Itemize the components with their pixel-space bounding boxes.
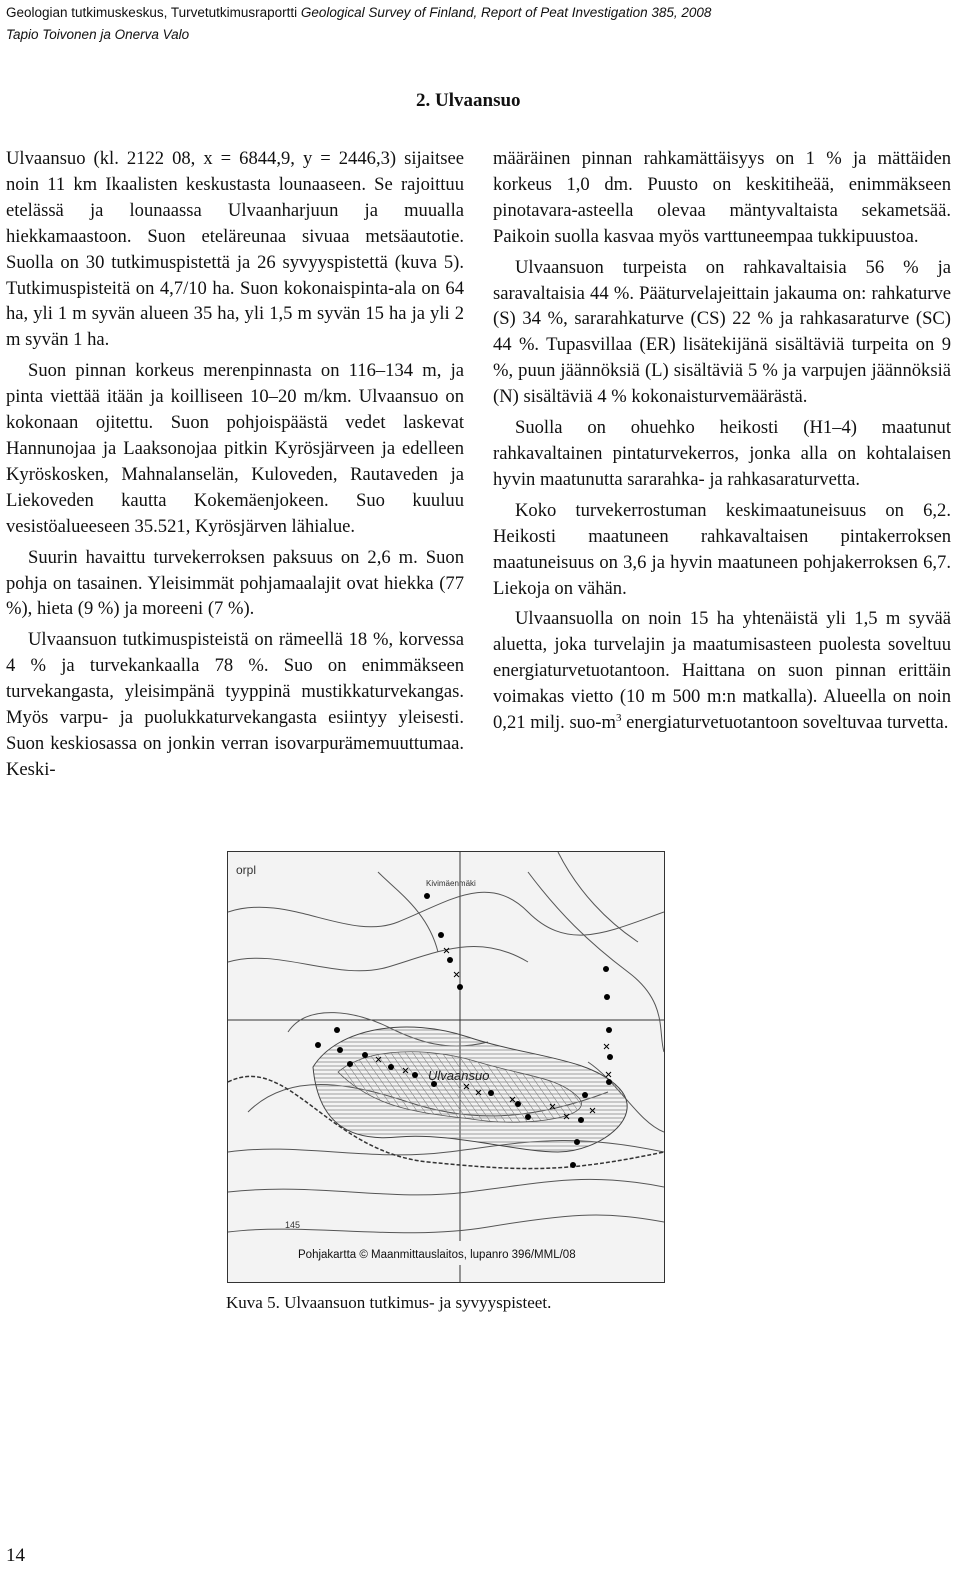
header-authors: Tapio Toivonen ja Onerva Valo [6, 27, 190, 42]
map-figure [227, 851, 665, 1283]
paragraph: Koko turvekerrostuman keskimaatuneisuus on 6,2. Heikosti maatuneen rahkavaltaisen pintakerroksen maatuneisuus on 3,6 ja hyvin maatuneen pohjakerroksen 6,7. Liekoja on vähän. [493, 499, 951, 599]
header-publisher: Geologian tutkimuskeskus, Turvetutkimusraportti [6, 5, 298, 20]
map-image [228, 852, 664, 1282]
header-series: Geological Survey of Finland, Report of Peat Investigation 385, 2008 [300, 5, 712, 20]
map-credit: Pohjakartta © Maanmittauslaitos, lupanro 396/MML/08 [298, 1249, 576, 1261]
paragraph: Suon pinnan korkeus merenpinnasta on 116–134 m, ja pinta viettää itään ja koilliseen 10–20 m/km. Ulvaansuo on kokonaan ojitettu. Suon pohjoispäästä vedet laskevat Hannunojaa ja Laaksonojaa pitkin Kyrösjärveen ja edelleen Kyröskosken, Mahnalanselän, Kuloveden, Rautaveden ja Liekoveden kautta Kokemäenjokeen. Suo kuuluu vesistöalueeseen 35.521, Kyrösjärven lähialue. [6, 360, 464, 537]
paragraph: Ulvaansuon tutkimuspisteistä on rämeellä 18 %, korvessa 4 % ja turvekankaalla 78 %. Suo on enimmäkseen turvekangasta, yleisimpänä tyyppinä mustikkaturvekangas. Myös varpu- ja puolukkaturvekangasta esiintyy yleisesti. Suon keskiosassa on jonkin verran isovarpurämemuuttumaa. Keski- [6, 629, 464, 780]
paragraph-text: energiaturvetuotantoon soveltuvaa turvetta. [621, 712, 949, 734]
right-column [493, 146, 951, 736]
map-label-corner: orpl [236, 863, 257, 877]
running-header [6, 2, 711, 46]
map-label-bog: Ulvaansuo [428, 1068, 490, 1083]
paragraph: Suurin havaittu turvekerroksen paksuus on 2,6 m. Suon pohja on tasainen. Yleisimmät pohjamaalajit ovat hiekka (77 %), hieta (9 %) ja moreeni (7 %). [6, 546, 464, 620]
map-label-elevation: 145 [285, 1220, 301, 1230]
map-label-place: Kivimäenmäki [426, 879, 476, 888]
paragraph: määräinen pinnan rahkamättäisyys on 1 % ja mättäiden korkeus 1,0 dm. Puusto on keskitiheää, enimmäkseen pinotavara-asteella olevaa mäntyvaltaista sekametsää. Paikoin suolla kasvaa myös varttuneempaa tukkipuustoa. [493, 148, 951, 247]
paragraph-text: Ulvaansuolla on noin 15 ha yhtenäistä yli 1,5 m syvää aluetta, joka turvelajin ja maatumisasteen puolesta soveltuu energiaturvetuotantoon. Haittana on suon pinnan erittäin voimakas vietto (10 m 500 m:n matkalla). Alueella on noin 0,21 milj. suo-m [493, 608, 951, 734]
left-column [6, 146, 464, 783]
figure-caption: Kuva 5. Ulvaansuon tutkimus- ja syvyyspisteet. [226, 1293, 552, 1312]
paragraph: Ulvaansuon turpeista on rahkavaltaisia 56 % ja saravaltaisia 44 %. Pääturvelajeittain jakauma on: rahkaturve (S) 34 %, sararahkaturve (CS) 22 % ja rahkasaraturve (SC) 44 %. Tupasvillaa (ER) lisätekijänä sisältäviä turpeita on 9 %, puun jäännöksiä (L) sisältäviä 5 % ja varpujen jäännöksiä (N) sisältäviä 4 % kokonaisturvemäärästä. [493, 256, 951, 408]
paragraph: Ulvaansuo (kl. 2122 08, x = 6844,9, y = 2446,3) sijaitsee noin 11 km Ikaalisten keskustasta lounaaseen. Se rajoittuu etelässä ja lounaassa Ulvaanharjuun ja muualla hiekkamaastoon. Suon eteläreunaa sivuaa metsäautotie. Suolla on 30 tutkimuspistettä ja 26 syvyyspistettä (kuva 5). Tutkimuspisteitä on 4,7/10 ha. Suon kokonaispinta-ala on 64 ha, yli 1 m syvän alueen 35 ha, yli 1,5 m syvän 15 ha ja yli 2 m syvän 1 ha. [6, 148, 464, 351]
superscript: 3 [615, 711, 622, 724]
header-line-1 [6, 2, 711, 24]
section-title: 2. Ulvaansuo [416, 90, 521, 111]
page-number: 14 [6, 1545, 25, 1566]
paragraph: Suolla on ohuehko heikosti (H1–4) maatunut rahkavaltainen pintaturvekerros, jonka alla on kohtalaisen hyvin maatunutta sararahka- ja rahkasaraturvetta. [493, 417, 951, 490]
paragraph [493, 606, 951, 736]
